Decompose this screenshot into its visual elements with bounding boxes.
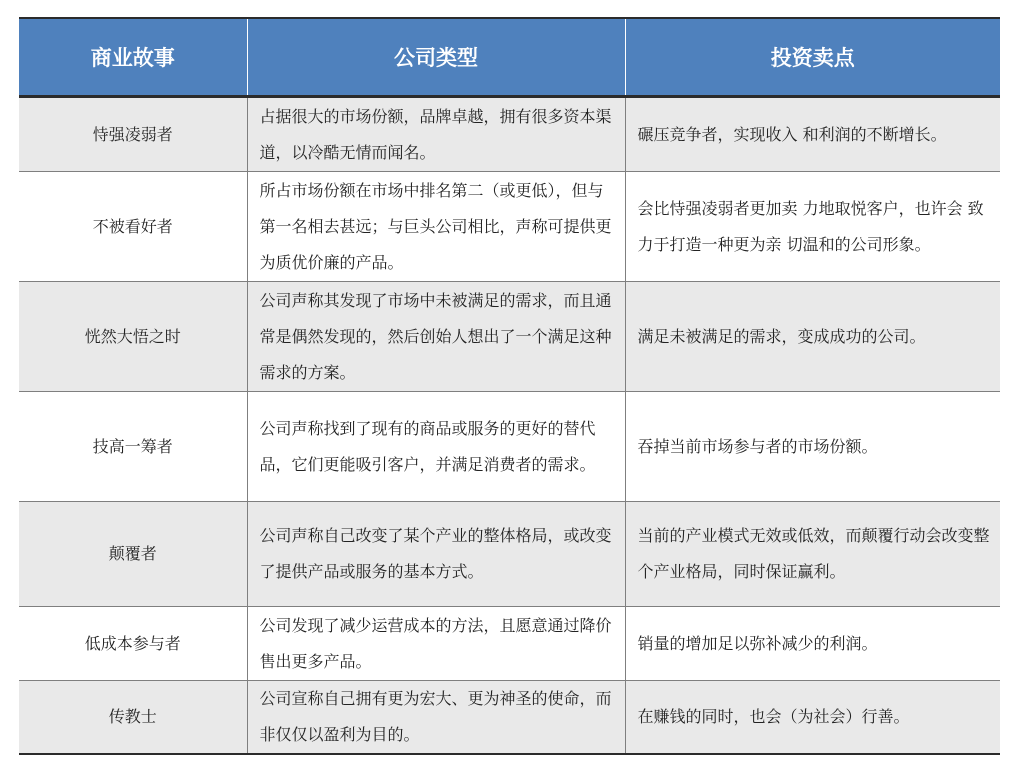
table-row	[19, 502, 1000, 607]
table-row	[19, 282, 1000, 392]
table-row	[19, 172, 1000, 282]
story-cell: 传教士	[19, 681, 247, 755]
story-cell: 恍然大悟之时	[19, 282, 247, 392]
story-cell: 不被看好者	[19, 172, 247, 282]
table-row	[19, 681, 1000, 755]
header-business-story: 商业故事	[19, 18, 247, 97]
selling-point-cell: 满足未被满足的需求，变成成功的公司。	[625, 282, 1000, 392]
story-cell: 技高一筹者	[19, 392, 247, 502]
company-type-cell: 所占市场份额在市场中排名第二（或更低），但与第一名相去甚远；与巨头公司相比，声称可提供更为质优价廉的产品。	[247, 172, 625, 282]
selling-point-cell: 碾压竞争者，实现收入 和利润的不断增长。	[625, 97, 1000, 172]
selling-point-cell: 在赚钱的同时，也会（为社会）行善。	[625, 681, 1000, 755]
table-header	[19, 18, 1000, 97]
table-body	[19, 97, 1000, 755]
header-row	[19, 18, 1000, 97]
table-row	[19, 607, 1000, 681]
header-investment-selling-point: 投资卖点	[625, 18, 1000, 97]
company-type-cell: 公司声称自己改变了某个产业的整体格局，或改变了提供产品或服务的基本方式。	[247, 502, 625, 607]
selling-point-cell: 销量的增加足以弥补减少的利润。	[625, 607, 1000, 681]
company-type-cell: 公司发现了减少运营成本的方法，且愿意通过降价售出更多产品。	[247, 607, 625, 681]
company-type-cell: 公司宣称自己拥有更为宏大、更为神圣的使命，而非仅仅以盈利为目的。	[247, 681, 625, 755]
company-type-cell: 公司声称找到了现有的商品或服务的更好的替代品，它们更能吸引客户，并满足消费者的需求。	[247, 392, 625, 502]
table-row	[19, 97, 1000, 172]
selling-point-cell: 会比恃强凌弱者更加卖 力地取悦客户，也许会 致力于打造一种更为亲 切温和的公司形象。	[625, 172, 1000, 282]
table-row	[19, 392, 1000, 502]
header-company-type: 公司类型	[247, 18, 625, 97]
company-type-cell: 公司声称其发现了市场中未被满足的需求，而且通常是偶然发现的，然后创始人想出了一个满足这种需求的方案。	[247, 282, 625, 392]
story-cell: 低成本参与者	[19, 607, 247, 681]
selling-point-cell: 吞掉当前市场参与者的市场份额。	[625, 392, 1000, 502]
story-cell: 恃强凌弱者	[19, 97, 247, 172]
business-story-table-wrapper	[19, 17, 1000, 755]
business-story-table	[19, 17, 1000, 755]
selling-point-cell: 当前的产业模式无效或低效，而颠覆行动会改变整个产业格局，同时保证赢利。	[625, 502, 1000, 607]
story-cell: 颠覆者	[19, 502, 247, 607]
company-type-cell: 占据很大的市场份额，品牌卓越，拥有很多资本渠道，以冷酷无情而闻名。	[247, 97, 625, 172]
